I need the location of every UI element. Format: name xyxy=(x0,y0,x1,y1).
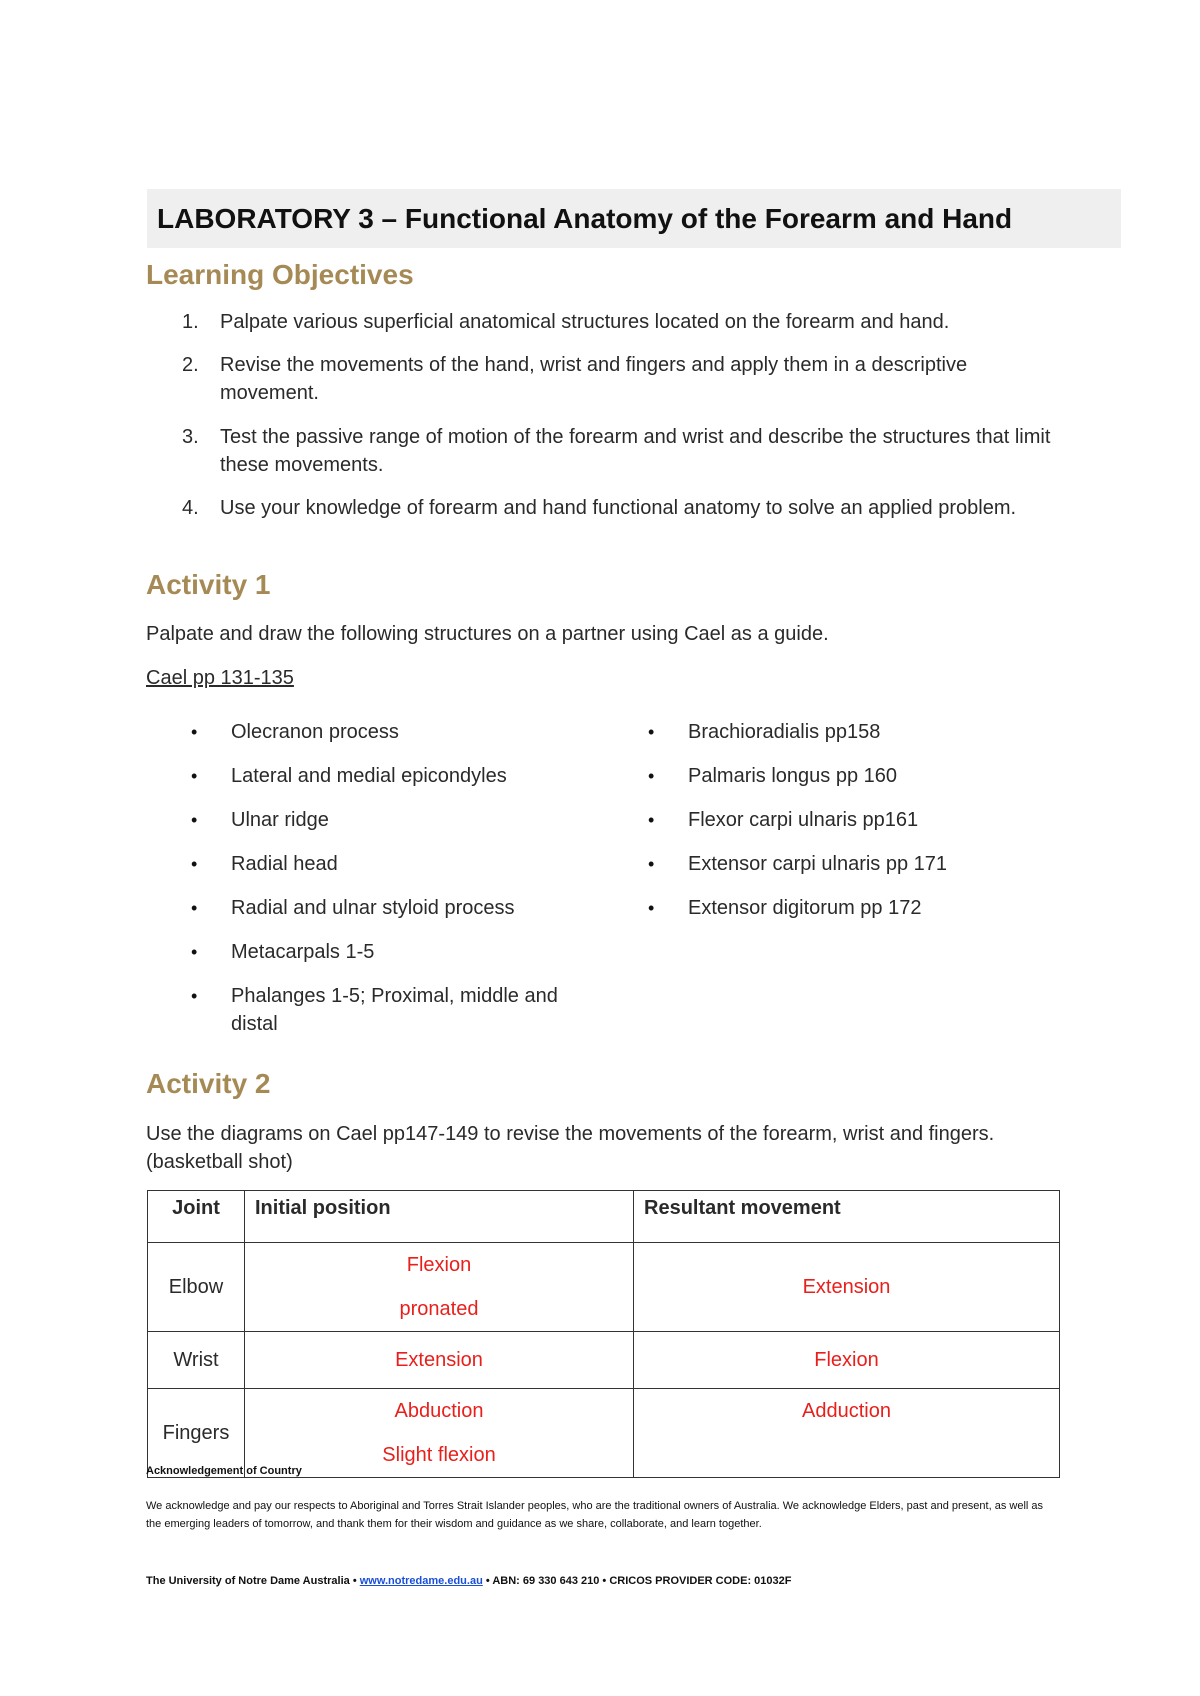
objective-number: 3. xyxy=(182,426,199,448)
answer-text: pronated xyxy=(399,1298,479,1320)
joint-cell: Elbow xyxy=(148,1243,245,1332)
list-item: Radial and ulnar styloid process xyxy=(231,897,515,919)
list-item: Metacarpals 1-5 xyxy=(231,941,375,963)
activity1-heading: Activity 1 xyxy=(146,569,271,600)
joint-cell: Fingers xyxy=(148,1389,245,1478)
bullet-icon: • xyxy=(648,810,655,830)
list-item: Brachioradialis pp158 xyxy=(688,721,881,743)
bullet-icon: • xyxy=(648,854,655,874)
bullet-icon: • xyxy=(191,898,198,918)
bullet-icon: • xyxy=(191,722,198,742)
activity2-intro: Use the diagrams on Cael pp147-149 to revise the movements of the forearm, wrist and fingers. (basketball shot) xyxy=(146,1123,995,1173)
bullet-icon: • xyxy=(191,766,198,786)
acknowledgement-text: We acknowledge and pay our respects to Aboriginal and Torres Strait Islander peoples, who are the traditional owners of Australia. We acknowledge Elders, past and present, as well as the emerging leaders of tomorrow, and thank them for their wisdom and guidance as we share, collaborate, and learn together. xyxy=(146,1500,1044,1530)
answer-text: Flexion xyxy=(406,1254,472,1276)
objective-number: 4. xyxy=(182,497,199,519)
table-row xyxy=(148,1243,1060,1332)
footer-org: The University of Notre Dame Australia xyxy=(146,1575,350,1587)
resultant-cell xyxy=(634,1389,1060,1478)
bullet-icon: • xyxy=(648,722,655,742)
resultant-cell xyxy=(634,1332,1060,1389)
list-item: Olecranon process xyxy=(231,721,399,743)
activity1-reference: Cael pp 131-135 xyxy=(146,667,294,689)
footer-details: • ABN: 69 330 643 210 • CRICOS PROVIDER CODE: 01032F xyxy=(482,1575,792,1587)
footer-website-link[interactable]: www.notredame.edu.au xyxy=(359,1575,483,1587)
bullet-icon: • xyxy=(191,942,198,962)
table-row xyxy=(148,1332,1060,1389)
list-item: Palmaris longus pp 160 xyxy=(688,765,898,787)
activity2-heading: Activity 2 xyxy=(146,1068,271,1099)
objective-text: Use your knowledge of forearm and hand functional anatomy to solve an applied problem. xyxy=(220,497,1017,519)
header-joint: Joint xyxy=(148,1191,245,1243)
list-item: Ulnar ridge xyxy=(231,809,329,831)
list-item: Phalanges 1-5; Proximal, middle and distal xyxy=(231,985,558,1035)
objective-number: 1. xyxy=(182,311,199,333)
header-resultant-movement: Resultant movement xyxy=(634,1191,1060,1243)
footer xyxy=(146,1575,791,1587)
answer-text: Slight flexion xyxy=(382,1444,496,1466)
initial-cell xyxy=(245,1332,634,1389)
answer-text: Extension xyxy=(395,1349,483,1371)
list-item: Flexor carpi ulnaris pp161 xyxy=(688,809,919,831)
answer-text: Adduction xyxy=(802,1400,891,1422)
answer-text: Abduction xyxy=(394,1400,484,1422)
objective-number: 2. xyxy=(182,354,199,376)
bullet-icon: • xyxy=(191,854,198,874)
objective-text: Palpate various superficial anatomical structures located on the forearm and hand. xyxy=(220,311,950,333)
title-bar xyxy=(147,189,1121,248)
movement-table xyxy=(147,1190,1060,1478)
joint-cell: Wrist xyxy=(148,1332,245,1389)
list-item: Extensor carpi ulnaris pp 171 xyxy=(688,853,948,875)
acknowledgement-heading: Acknowledgement of Country xyxy=(146,1465,302,1477)
bullet-icon: • xyxy=(191,810,198,830)
objective-text: Revise the movements of the hand, wrist and fingers and apply them in a descriptive movement. xyxy=(220,354,968,404)
bullet-icon: • xyxy=(648,898,655,918)
learning-objectives-heading: Learning Objectives xyxy=(146,259,414,290)
table-header-row xyxy=(148,1191,1060,1243)
list-item: Extensor digitorum pp 172 xyxy=(688,897,922,919)
list-item: Lateral and medial epicondyles xyxy=(231,765,507,787)
list-item: Radial head xyxy=(231,853,338,875)
objective-text: Test the passive range of motion of the forearm and wrist and describe the structures that limit these movements. xyxy=(220,426,1051,476)
initial-cell xyxy=(245,1243,634,1332)
bullet-icon: • xyxy=(191,986,198,1006)
initial-cell xyxy=(245,1389,634,1478)
bullet-icon: • xyxy=(648,766,655,786)
footer-separator: • xyxy=(349,1575,360,1587)
answer-text: Extension xyxy=(802,1276,891,1298)
page-title: LABORATORY 3 – Functional Anatomy of the Forearm and Hand xyxy=(157,203,1013,234)
activity1-intro: Palpate and draw the following structures on a partner using Cael as a guide. xyxy=(146,623,829,645)
answer-text: Flexion xyxy=(814,1349,879,1371)
resultant-cell xyxy=(634,1243,1060,1332)
header-initial-position: Initial position xyxy=(245,1191,634,1243)
